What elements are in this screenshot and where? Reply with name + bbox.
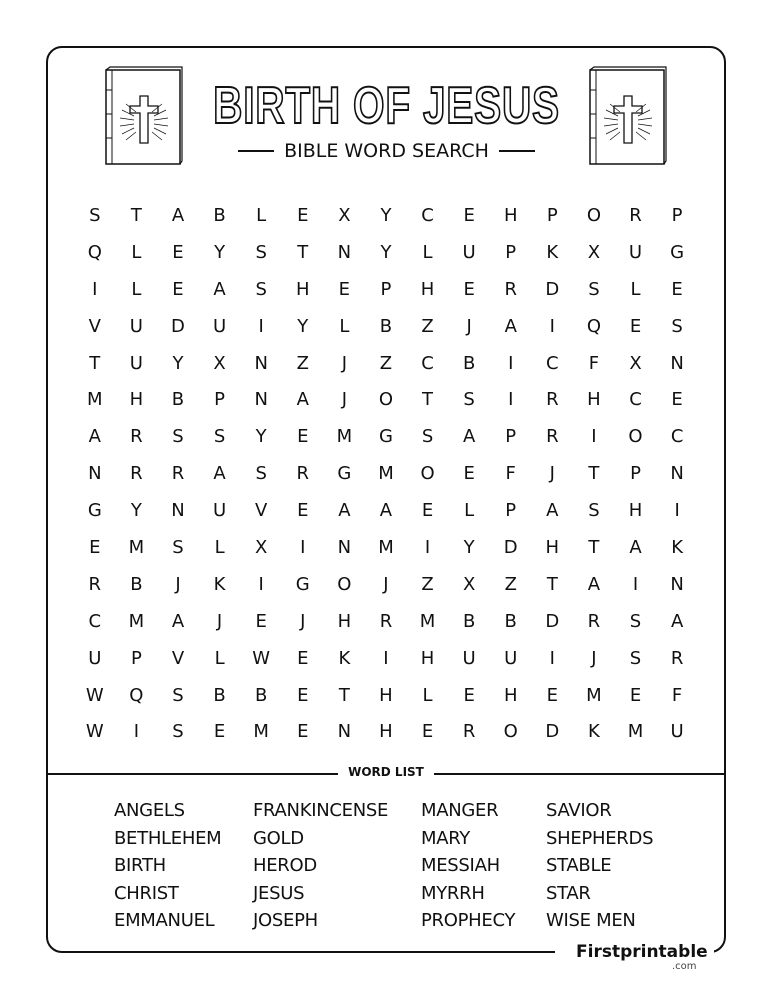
grid-cell[interactable]: A xyxy=(213,278,226,300)
word-list-item: EMMANUEL xyxy=(114,910,215,931)
grid-cell[interactable]: S xyxy=(629,647,642,669)
grid-cell[interactable]: Q xyxy=(586,315,601,337)
grid-cell[interactable]: B xyxy=(462,352,476,374)
grid-cell[interactable]: L xyxy=(422,684,433,706)
grid-cell[interactable]: A xyxy=(670,610,684,632)
grid-cell[interactable]: H xyxy=(503,684,518,706)
grid-cell[interactable]: I xyxy=(549,315,555,337)
grid-cell[interactable]: S xyxy=(213,426,226,448)
grid-cell[interactable]: Z xyxy=(421,573,434,595)
grid-cell[interactable]: Y xyxy=(255,426,267,448)
grid-cell[interactable]: E xyxy=(463,204,475,226)
grid-cell[interactable]: V xyxy=(171,647,185,669)
grid-cell[interactable]: Q xyxy=(129,684,144,706)
grid-cell[interactable]: L xyxy=(214,647,225,669)
grid-cell[interactable]: A xyxy=(379,500,393,522)
grid-cell[interactable]: E xyxy=(463,684,475,706)
grid-cell[interactable]: U xyxy=(88,647,102,669)
grid-row xyxy=(74,677,698,714)
grid-cell[interactable]: Q xyxy=(87,241,102,263)
grid-cell[interactable]: N xyxy=(171,500,185,522)
grid-cell[interactable]: O xyxy=(628,426,643,448)
divider-line xyxy=(434,773,724,775)
grid-cell[interactable]: P xyxy=(380,278,392,300)
grid-cell[interactable]: T xyxy=(546,573,558,595)
grid-cell[interactable]: S xyxy=(255,463,267,485)
grid-row xyxy=(74,418,698,455)
word-list-item: SAVIOR xyxy=(546,800,612,821)
grid-cell[interactable]: O xyxy=(337,573,352,595)
grid-cell[interactable]: S xyxy=(588,278,600,300)
grid-cell[interactable]: P xyxy=(546,204,558,226)
grid-cell[interactable]: H xyxy=(337,610,352,632)
word-list-item: GOLD xyxy=(253,827,304,849)
grid-cell[interactable]: E xyxy=(297,204,309,226)
word-list-column xyxy=(546,797,653,935)
grid-cell[interactable]: Y xyxy=(172,352,184,374)
grid-cell[interactable]: S xyxy=(172,721,184,743)
grid-cell[interactable]: J xyxy=(591,647,597,669)
grid-cell[interactable]: E xyxy=(213,721,226,743)
grid-cell[interactable]: O xyxy=(378,389,394,411)
grid-cell[interactable]: C xyxy=(670,426,684,448)
grid-cell[interactable]: D xyxy=(503,536,518,558)
grid-cell[interactable]: E xyxy=(255,610,267,632)
grid-cell[interactable]: N xyxy=(670,352,684,374)
word-list-item: WISE MEN xyxy=(546,910,636,931)
grid-cell[interactable]: N xyxy=(670,463,684,485)
grid-cell[interactable]: H xyxy=(587,389,601,411)
grid-cell[interactable]: K xyxy=(338,647,351,669)
grid-cell[interactable]: V xyxy=(255,500,268,522)
grid-cell[interactable]: V xyxy=(88,315,101,337)
word-list-item: MANGER xyxy=(421,800,499,821)
word-list-item: HEROD xyxy=(253,855,317,876)
grid-cell[interactable]: D xyxy=(545,610,560,632)
page-subtitle: BIBLE WORD SEARCH xyxy=(284,140,489,162)
grid-cell[interactable]: L xyxy=(214,536,225,558)
grid-cell[interactable]: Y xyxy=(297,315,309,337)
grid-cell[interactable]: A xyxy=(88,426,101,448)
grid-cell[interactable]: S xyxy=(255,241,267,263)
grid-cell[interactable]: M xyxy=(87,389,103,411)
grid-cell[interactable]: X xyxy=(629,352,642,374)
grid-row xyxy=(74,381,698,418)
grid-cell[interactable]: Z xyxy=(421,315,434,337)
grid-cell[interactable]: E xyxy=(463,278,475,300)
word-list-item: JOSEPH xyxy=(253,910,318,931)
grid-cell[interactable]: S xyxy=(172,536,184,558)
grid-cell[interactable]: I xyxy=(300,536,306,558)
grid-cell[interactable]: Z xyxy=(504,573,517,595)
grid-row xyxy=(74,713,698,750)
grid-cell[interactable]: P xyxy=(505,241,517,263)
grid-cell[interactable]: B xyxy=(171,389,185,411)
grid-cell[interactable]: M xyxy=(336,426,353,448)
grid-cell[interactable]: E xyxy=(421,500,434,522)
grid-cell[interactable]: C xyxy=(546,352,559,374)
grid-row xyxy=(74,529,698,566)
grid-cell[interactable]: T xyxy=(130,204,142,226)
grid-cell[interactable]: E xyxy=(172,278,184,300)
grid-cell[interactable]: R xyxy=(462,721,476,743)
grid-cell[interactable]: S xyxy=(671,315,683,337)
grid-cell[interactable]: S xyxy=(172,684,184,706)
grid-cell[interactable]: A xyxy=(213,463,226,485)
grid-cell[interactable]: U xyxy=(212,315,227,337)
grid-row xyxy=(74,455,698,492)
grid-cell[interactable]: T xyxy=(588,536,600,558)
grid-cell[interactable]: D xyxy=(545,721,560,743)
grid-cell[interactable]: R xyxy=(130,463,143,485)
word-list-column xyxy=(114,797,221,935)
grid-cell[interactable]: B xyxy=(504,610,517,632)
grid-cell[interactable]: I xyxy=(508,352,514,374)
grid-cell[interactable]: S xyxy=(588,500,600,522)
grid-row xyxy=(74,345,698,382)
grid-cell[interactable]: P xyxy=(505,426,517,448)
grid-cell[interactable]: Z xyxy=(379,352,393,374)
grid-cell[interactable]: E xyxy=(297,426,309,448)
grid-cell[interactable]: F xyxy=(505,463,516,485)
grid-cell[interactable]: C xyxy=(421,204,434,226)
grid-cell[interactable]: M xyxy=(378,463,394,485)
word-list-item: BIRTH xyxy=(114,855,166,876)
grid-cell[interactable]: R xyxy=(670,647,684,669)
grid-cell[interactable]: H xyxy=(129,389,144,411)
grid-cell[interactable]: P xyxy=(214,389,225,411)
grid-cell[interactable]: I xyxy=(674,500,680,522)
grid-cell[interactable]: G xyxy=(670,241,685,263)
grid-cell[interactable]: L xyxy=(339,315,350,337)
grid-cell[interactable]: P xyxy=(505,500,517,522)
grid-cell[interactable]: A xyxy=(462,426,476,448)
grid-cell[interactable]: E xyxy=(463,463,475,485)
grid-cell[interactable]: N xyxy=(670,573,684,595)
grid-cell[interactable]: S xyxy=(89,204,101,226)
grid-cell[interactable]: S xyxy=(421,426,434,448)
grid-cell[interactable]: C xyxy=(629,389,642,411)
grid-cell[interactable]: H xyxy=(295,278,310,300)
grid-cell[interactable]: H xyxy=(628,500,643,522)
word-list-item: STAR xyxy=(546,882,591,904)
subtitle-dash xyxy=(238,150,274,152)
word-list-item: CHRIST xyxy=(114,882,179,904)
grid-cell[interactable]: E xyxy=(671,278,683,300)
grid-cell[interactable]: L xyxy=(256,204,267,226)
grid-cell[interactable]: J xyxy=(341,352,348,374)
grid-cell[interactable]: N xyxy=(337,241,352,263)
grid-cell[interactable]: E xyxy=(421,721,434,743)
grid-cell[interactable]: X xyxy=(255,536,268,558)
grid-cell[interactable]: S xyxy=(255,278,267,300)
grid-cell[interactable]: I xyxy=(133,721,140,743)
grid-cell[interactable]: I xyxy=(632,573,639,595)
grid-cell[interactable]: C xyxy=(421,352,434,374)
grid-cell[interactable]: R xyxy=(504,278,517,300)
word-list-item: MYRRH xyxy=(421,882,485,904)
grid-cell[interactable]: E xyxy=(629,684,642,706)
grid-cell[interactable]: N xyxy=(254,389,268,411)
grid-cell[interactable]: J xyxy=(383,573,389,595)
grid-cell[interactable]: S xyxy=(463,389,475,411)
grid-cell[interactable]: M xyxy=(419,610,436,632)
grid-cell[interactable]: H xyxy=(545,536,560,558)
grid-cell[interactable]: Y xyxy=(214,241,226,263)
word-list-column xyxy=(421,797,515,935)
grid-cell[interactable]: I xyxy=(591,426,597,448)
grid-cell[interactable]: A xyxy=(296,389,309,411)
grid-cell[interactable]: B xyxy=(254,684,268,706)
grid-cell[interactable]: K xyxy=(213,573,226,595)
grid-cell[interactable]: E xyxy=(297,684,309,706)
grid-cell[interactable]: K xyxy=(671,536,684,558)
grid-cell[interactable]: M xyxy=(378,536,394,558)
word-list-column xyxy=(253,797,388,935)
grid-cell[interactable]: R xyxy=(379,610,393,632)
grid-cell[interactable]: H xyxy=(379,721,393,743)
grid-row xyxy=(74,271,698,308)
grid-cell[interactable]: I xyxy=(424,536,431,558)
grid-cell[interactable]: J xyxy=(175,573,181,595)
grid-cell[interactable]: M xyxy=(128,536,145,558)
brand-logo: Firstprintable xyxy=(570,942,714,962)
grid-cell[interactable]: E xyxy=(671,389,683,411)
grid-cell[interactable]: A xyxy=(504,315,517,337)
grid-cell[interactable]: T xyxy=(422,389,434,411)
grid-cell[interactable]: J xyxy=(549,463,555,485)
grid-cell[interactable]: U xyxy=(628,241,643,263)
grid-cell[interactable]: T xyxy=(338,684,350,706)
grid-cell[interactable]: D xyxy=(545,278,560,300)
grid-row xyxy=(74,197,698,234)
grid-cell[interactable]: B xyxy=(462,610,476,632)
grid-cell[interactable]: U xyxy=(129,315,143,337)
word-list-item: STABLE xyxy=(546,855,612,876)
grid-cell[interactable]: E xyxy=(172,241,184,263)
grid-cell[interactable]: I xyxy=(383,647,389,669)
grid-cell[interactable]: W xyxy=(85,721,104,743)
divider-line xyxy=(48,773,338,775)
grid-cell[interactable]: E xyxy=(297,647,309,669)
grid-cell[interactable]: U xyxy=(462,241,476,263)
grid-cell[interactable]: C xyxy=(88,610,102,632)
grid-cell[interactable]: X xyxy=(587,241,601,263)
grid-row xyxy=(74,234,698,271)
grid-cell[interactable]: J xyxy=(341,389,348,411)
grid-cell[interactable]: R xyxy=(629,204,642,226)
grid-cell[interactable]: A xyxy=(629,536,642,558)
grid-row xyxy=(74,566,698,603)
grid-cell[interactable]: Y xyxy=(380,241,392,263)
grid-cell[interactable]: A xyxy=(546,500,559,522)
letter-grid xyxy=(74,197,698,750)
grid-cell[interactable]: B xyxy=(213,204,226,226)
grid-cell[interactable]: H xyxy=(379,684,393,706)
grid-cell[interactable]: E xyxy=(89,536,101,558)
grid-cell[interactable]: L xyxy=(630,278,641,300)
grid-row xyxy=(74,640,698,677)
grid-cell[interactable]: U xyxy=(504,647,518,669)
grid-cell[interactable]: X xyxy=(338,204,351,226)
brand-domain: .com xyxy=(672,961,697,972)
grid-cell[interactable]: H xyxy=(503,204,518,226)
grid-cell[interactable]: J xyxy=(216,610,223,632)
grid-cell[interactable]: M xyxy=(586,684,602,706)
grid-cell[interactable]: L xyxy=(131,241,142,263)
grid-cell[interactable]: R xyxy=(88,573,102,595)
grid-cell[interactable]: E xyxy=(546,684,559,706)
grid-cell[interactable]: K xyxy=(546,241,559,263)
grid-cell[interactable]: E xyxy=(297,500,309,522)
grid-cell[interactable]: A xyxy=(171,610,185,632)
word-list-item: ANGELS xyxy=(114,800,185,821)
grid-cell[interactable]: E xyxy=(338,278,351,300)
grid-cell[interactable]: R xyxy=(171,463,185,485)
word-list-item: MARY xyxy=(421,827,470,849)
page-title: BIRTH OF JESUS xyxy=(213,77,560,135)
grid-cell[interactable]: U xyxy=(212,500,227,522)
word-list-label: WORD LIST xyxy=(348,765,424,779)
grid-row xyxy=(74,492,698,529)
grid-cell[interactable]: L xyxy=(464,500,475,522)
grid-cell[interactable]: G xyxy=(337,463,352,485)
grid-cell[interactable]: M xyxy=(253,721,269,743)
grid-cell[interactable]: R xyxy=(546,389,559,411)
word-list-item: SHEPHERDS xyxy=(546,827,654,849)
grid-cell[interactable]: L xyxy=(422,241,433,263)
grid-cell[interactable]: R xyxy=(587,610,601,632)
word-list-item: BETHLEHEM xyxy=(114,827,222,849)
grid-cell[interactable]: B xyxy=(213,684,226,706)
grid-cell[interactable]: W xyxy=(85,684,104,706)
grid-cell[interactable]: U xyxy=(462,647,476,669)
grid-cell[interactable]: A xyxy=(587,573,601,595)
grid-cell[interactable]: F xyxy=(588,352,600,374)
grid-cell[interactable]: W xyxy=(252,647,271,669)
word-list-item: FRANKINCENSE xyxy=(253,800,389,821)
grid-cell[interactable]: Y xyxy=(130,500,142,522)
grid-cell[interactable]: G xyxy=(295,573,310,595)
subtitle-row xyxy=(0,140,773,162)
grid-cell[interactable]: I xyxy=(258,315,264,337)
grid-cell[interactable]: R xyxy=(546,426,559,448)
grid-cell[interactable]: F xyxy=(671,684,683,706)
grid-cell[interactable]: J xyxy=(466,315,472,337)
grid-cell[interactable]: H xyxy=(420,278,435,300)
grid-cell[interactable]: R xyxy=(130,426,143,448)
grid-cell[interactable]: N xyxy=(337,721,352,743)
grid-cell[interactable]: S xyxy=(172,426,184,448)
grid-cell[interactable]: G xyxy=(378,426,393,448)
word-list-item: PROPHECY xyxy=(421,910,516,931)
grid-cell[interactable]: N xyxy=(88,463,102,485)
grid-cell[interactable]: I xyxy=(508,389,514,411)
grid-cell[interactable]: I xyxy=(258,573,264,595)
grid-cell[interactable]: O xyxy=(503,721,518,743)
grid-cell[interactable]: P xyxy=(671,204,683,226)
grid-cell[interactable]: P xyxy=(630,463,641,485)
grid-cell[interactable]: J xyxy=(300,610,306,632)
grid-cell[interactable]: E xyxy=(297,721,309,743)
grid-cell[interactable]: I xyxy=(549,647,555,669)
grid-cell[interactable]: L xyxy=(131,278,142,300)
grid-row xyxy=(74,308,698,345)
grid-cell[interactable]: B xyxy=(130,573,143,595)
grid-cell[interactable]: X xyxy=(213,352,226,374)
grid-cell[interactable]: S xyxy=(629,610,642,632)
grid-cell[interactable]: U xyxy=(670,721,684,743)
grid-cell[interactable]: B xyxy=(379,315,393,337)
grid-cell[interactable]: A xyxy=(171,204,185,226)
grid-cell[interactable]: P xyxy=(130,647,142,669)
grid-cell[interactable]: M xyxy=(627,721,644,743)
grid-cell[interactable]: A xyxy=(338,500,351,522)
grid-cell[interactable]: N xyxy=(337,536,352,558)
grid-cell[interactable]: T xyxy=(297,241,309,263)
word-list-item: JESUS xyxy=(253,882,305,904)
grid-cell[interactable]: H xyxy=(420,647,435,669)
grid-cell[interactable]: N xyxy=(254,352,268,374)
grid-cell[interactable]: Y xyxy=(463,536,475,558)
grid-cell[interactable]: E xyxy=(629,315,642,337)
grid-cell[interactable]: O xyxy=(586,204,601,226)
grid-cell[interactable]: X xyxy=(462,573,476,595)
grid-cell[interactable]: M xyxy=(128,610,145,632)
grid-cell[interactable]: Y xyxy=(380,204,392,226)
grid-cell[interactable]: I xyxy=(92,278,98,300)
grid-cell[interactable]: T xyxy=(588,463,600,485)
grid-row xyxy=(74,603,698,640)
grid-cell[interactable]: K xyxy=(588,721,600,743)
grid-cell[interactable]: U xyxy=(129,352,143,374)
grid-cell[interactable]: G xyxy=(87,500,102,522)
grid-cell[interactable]: T xyxy=(89,352,101,374)
word-list-item: MESSIAH xyxy=(421,855,500,876)
grid-cell[interactable]: Z xyxy=(296,352,309,374)
grid-cell[interactable]: D xyxy=(171,315,185,337)
subtitle-dash xyxy=(499,150,535,152)
grid-cell[interactable]: R xyxy=(296,463,310,485)
grid-cell[interactable]: O xyxy=(420,463,435,485)
